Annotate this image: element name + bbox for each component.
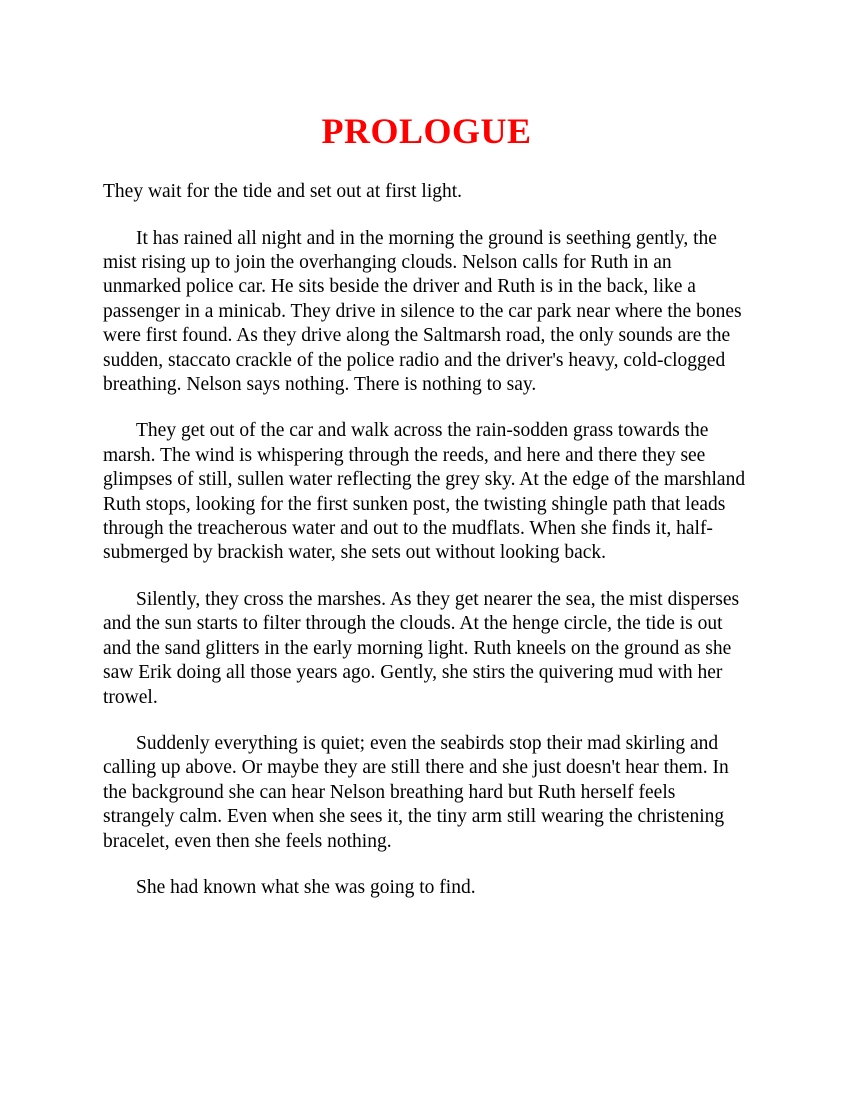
paragraph: They get out of the car and walk across the rain-sodden grass towards the marsh. The wind is whispering through the reeds, and here and there they see glimpses of still, sullen water reflecting the grey sky. At the edge of the marshland Ruth stops, looking for the first sunken post, the twisting shingle path that leads through the treacherous water and out to the mudflats. When she finds it, half-submerged by brackish water, she sets out without looking back. xyxy=(103,420,746,564)
paragraph: Silently, they cross the marshes. As they get nearer the sea, the mist disperses and the sun starts to filter through the clouds. At the henge circle, the tide is out and the sand glitters in the early morning light. Ruth kneels on the ground as she saw Erik doing all those years ago. Gently, she stirs the quivering mud with her trowel. xyxy=(103,588,740,708)
paragraph: Suddenly everything is quiet; even the seabirds stop their mad skirling and calling up above. Or maybe they are still there and she just doesn't hear them. In the background she can hear Nelson breathing hard but Ruth herself feels strangely calm. Even when she sees it, the tiny arm still wearing the christening bracelet, even then she feels nothing. xyxy=(103,732,729,852)
chapter-title: PROLOGUE xyxy=(321,111,532,151)
paragraph: It has rained all night and in the morning the ground is seething gently, the mist rising up to join the overhanging clouds. Nelson calls for Ruth in an unmarked police car. He sits beside the driver and Ruth is in the back, like a passenger in a minicab. They drive in silence to the car park near where the bones were first found. As they drive along the Saltmarsh road, the only sounds are the sudden, staccato crackle of the police radio and the driver's heavy, cold-clogged breathing. Nelson says nothing. There is nothing to say. xyxy=(103,227,742,396)
paragraph: She had known what she was going to find. xyxy=(136,876,476,898)
paragraph: They wait for the tide and set out at first light. xyxy=(103,181,463,203)
chapter-body xyxy=(103,180,750,900)
